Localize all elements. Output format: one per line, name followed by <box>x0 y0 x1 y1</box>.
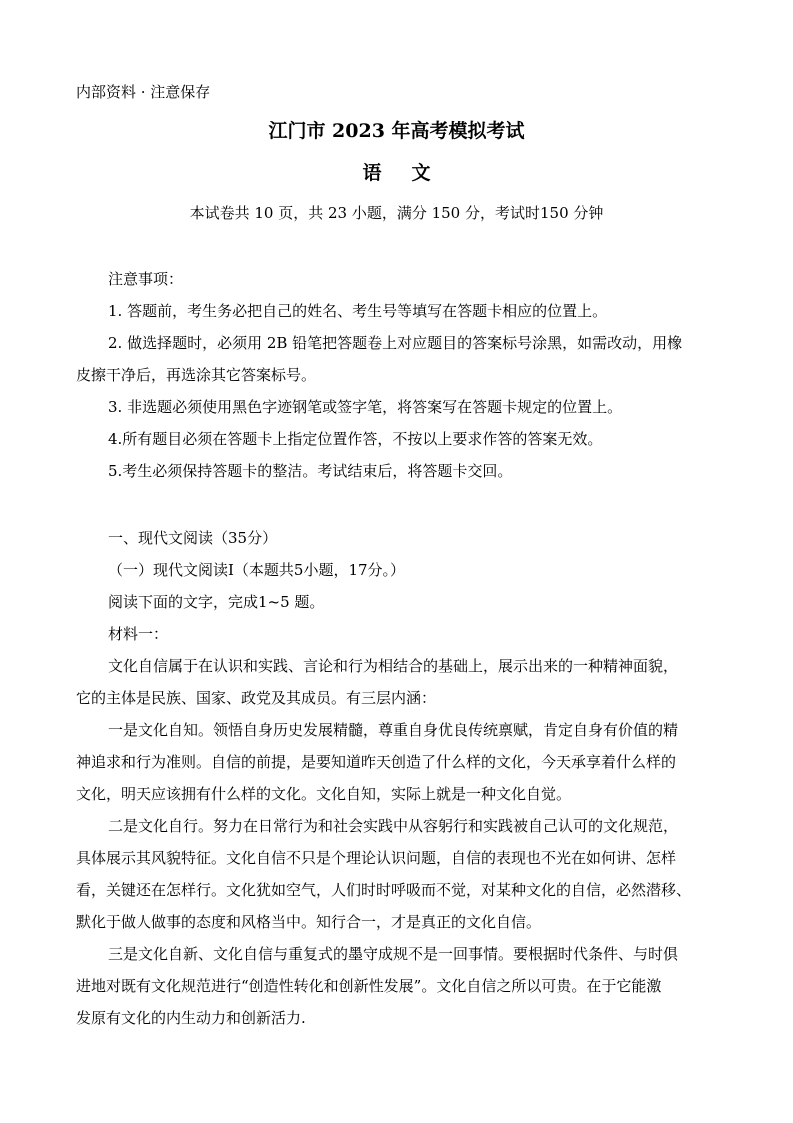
header-note: 内部资料 · 注意保存 <box>76 83 211 101</box>
section-sub-heading: （一）现代文阅读Ⅰ（本题共5小题，17分。） <box>108 561 406 579</box>
notice-item-2-cont: 皮擦干净后，再选涂其它答案标号。 <box>76 366 317 384</box>
paragraph-line: 三是文化自新、文化自信与重复式的墨守成规不是一回事情。要根据时代条件、与时俱 <box>108 945 679 963</box>
notice-item-1: 1. 答题前，考生务必把自己的姓名、考生号等填写在答题卡相应的位置上。 <box>108 302 608 320</box>
section-block <box>76 522 726 1034</box>
page-title: 江门市 2023 年高考模拟考试 <box>268 120 525 142</box>
notice-heading: 注意事项： <box>108 270 184 288</box>
notice-block <box>76 263 726 487</box>
subject-char-2: 文 <box>411 162 431 184</box>
exam-info: 本试卷共 10 页，共 23 小题，满分 150 分，考试时150 分钟 <box>189 204 604 222</box>
paragraph-line: 具体展示其风貌特征。文化自信不只是个理论认识问题，自信的表现也不光在如何讲、怎样 <box>76 849 677 867</box>
material-label: 材料一： <box>108 625 169 643</box>
notice-item-3: 3. 非选题必须使用黑色字迹钢笔或签字笔，将答案写在答题卡规定的位置上。 <box>108 398 623 416</box>
paragraph-line: 默化于做人做事的态度和风格当中。知行合一，才是真正的文化自信。 <box>76 913 542 931</box>
subject-title <box>0 160 793 186</box>
subject-char-1: 语 <box>362 162 382 184</box>
notice-item-2: 2. 做选择题时，必须用 2B 铅笔把答题卷上对应题目的答案标号涂黑，如需改动，用橡 <box>108 334 683 352</box>
section-heading: 一、现代文阅读（35分） <box>108 529 278 547</box>
section-instruction: 阅读下面的文字，完成1~5 题。 <box>108 593 325 611</box>
paragraph-line: 它的主体是民族、国家、政党及其成员。有三层内涵： <box>76 689 437 707</box>
paragraph-line: 进地对既有文化规范进行“创造性转化和创新性发展”。文化自信之所以可贵。在于它能激 <box>76 977 662 995</box>
paragraph-line: 神追求和行为准则。自信的前提，是要知道昨天创造了什么样的文化，今天承享着什么样的 <box>76 753 677 771</box>
paragraph-line: 文化自信属于在认识和实践、言论和行为相结合的基础上，展示出来的一种精神面貌， <box>108 657 679 675</box>
paragraph-line: 一是文化自知。领悟自身历史发展精髓，尊重自身优良传统禀赋，肯定自身有价值的精 <box>108 721 679 739</box>
paragraph-line: 二是文化自行。努力在日常行为和社会实践中从容躬行和实践被自己认可的文化规范， <box>108 817 679 835</box>
notice-item-4: 4.所有题目必须在答题卡上指定位置作答，不按以上要求作答的答案无效。 <box>108 430 603 448</box>
notice-item-5: 5.考生必须保持答题卡的整洁。考试结束后，将答题卡交回。 <box>108 462 513 480</box>
paragraph-line: 看，关键还在怎样行。文化犹如空气，人们时时呼吸而不觉，对某种文化的自信，必然潜移、 <box>76 881 692 899</box>
paragraph-line: 文化，明天应该拥有什么样的文化。文化自知，实际上就是一种文化自觉。 <box>76 785 572 803</box>
paragraph-line: 发原有文化的内生动力和创新活力. <box>76 1009 306 1027</box>
